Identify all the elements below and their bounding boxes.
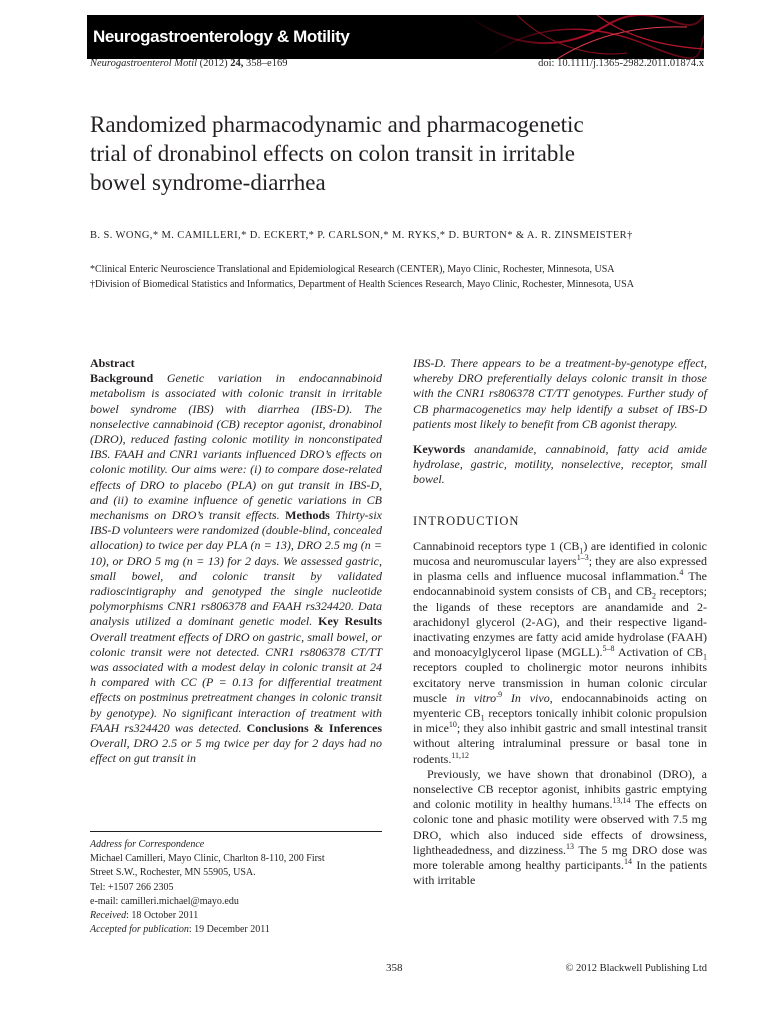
citation-volume: 24,	[230, 58, 244, 69]
keywords-text: anandamide, cannabinoid, fatty acid amide hydrolase, gastric, motility, nonselective, receptor, small bowel.	[413, 442, 708, 487]
title-line: trial of dronabinol effects on colon transit in irritable	[90, 141, 575, 166]
title-line: Randomized pharmacodynamic and pharmacogenetic	[90, 112, 584, 137]
background-text: Genetic variation in endocannabinoid metabolism is associated with colonic transit in irritable bowel syndrome (IBS) with diarrhea (IBS-D). The nonselective cannabinoid (CB) receptor agonist, dronabinol (DRO), reduced fasting colonic motility in nonconstipated IBS. FAAH and CNR1 variants influenced DRO’s effects on colonic motility. Our aims were: (i) to compare dose-related effects of DRO to placebo (PLA) on gut transit in IBS-D, and (ii) to examine influence of genetic variations in CB mechanisms on DRO’s transit effects.	[90, 371, 383, 523]
abstract-body	[90, 371, 382, 766]
citation-year: (2012)	[199, 58, 228, 69]
section-heading-introduction: INTRODUCTION	[413, 513, 520, 528]
title-line: bowel syndrome-diarrhea	[90, 170, 326, 195]
conclusions-text-continued: IBS-D. There appears to be a treatment-by-genotype effect, whereby DRO preferentially delays colonic transit in those with the CNR1 rs806378 CT/TT genotypes. Further study of CB pharmacogenetics may help identify a subset of IBS-D patients most likely to benefit from CB agonist therapy.	[413, 356, 707, 431]
page-number: 358	[386, 962, 403, 974]
citation-journal: Neurogastroenterol Motil	[90, 58, 198, 69]
abstract	[90, 356, 382, 766]
divider	[90, 831, 382, 832]
received-date: Received: 18 October 2011	[90, 910, 199, 922]
accepted-date: Accepted for publication: 19 December 2011	[90, 924, 270, 936]
doi[interactable]: doi: 10.1111/j.1365-2982.2011.01874.x	[538, 58, 704, 69]
conclusions-text-start: Overall, DRO 2.5 or 5 mg twice per day for 2 days had no effect on gut transit in	[90, 736, 382, 766]
correspondence-line: Michael Camilleri, Mayo Clinic, Charlton 8-110, 200 First	[90, 853, 325, 865]
journal-banner	[87, 15, 704, 59]
paragraph: Cannabinoid receptors type 1 $(CB_1)$ are identified in colonic mucosa and neuromuscular layers$^{1-3}$; they are also expressed in plasma cells and influence mucosal inflammation.$^4$ The endocannabinoid system consists of $CB_1$ and $CB_2$ receptors; the ligands of these receptors are anandamide and 2-arachidonyl glycerol (2-AG), and their respective ligand-inactivating enzymes are fatty acid amide hydrolase (FAAH) and monoacylglycerol lipase (MGLL).$^{5-8}$ Activation of $CB_1$ receptors coupled to cholinergic motor neurons inhibits excitatory nerve transmission in human colonic circular muscle in vitro$^{.9}$ In vivo, endocannabinoids acting on myenteric $CB_1$ receptors tonically inhibit colonic propulsion in mice$^{10}$; they also inhibit gastric and small intestinal transit without altering intraluminal pressure or basal tone in rodents.$^{11,12}$	[413, 538, 708, 766]
right-column	[413, 356, 707, 889]
keywords	[413, 442, 707, 488]
correspondence-email[interactable]: e-mail: camilleri.michael@mayo.edu	[90, 895, 239, 907]
journal-name[interactable]: Neurogastroenterology & Motility	[93, 27, 350, 46]
citation	[90, 58, 287, 69]
citation-pages: 358–e169	[246, 58, 288, 69]
methods-label: Methods	[285, 508, 330, 523]
correspondence	[90, 838, 390, 937]
results-label: Key Results	[318, 614, 382, 629]
correspondence-label: Address for Correspondence	[90, 839, 205, 850]
conclusions-label: Conclusions & Inferences	[246, 720, 382, 735]
affiliation: *Clinical Enteric Neuroscience Translational and Epidemiological Research (CENTER), Mayo Clinic, Rochester, Minnesota, USA	[90, 264, 615, 275]
affiliations	[90, 262, 708, 292]
paragraph: Previously, we have shown that dronabinol (DRO), a nonselective CB receptor agonist, inhibits gastric emptying and colonic motility in healthy humans.$^{13,14}$ The effects on colonic tone and phasic motility were observed with 7.5 mg DRO, which also induced side effects of drowsiness, lightheadedness, and dizziness.$^{13}$ The 5 mg DRO dose was more tolerable among healthy participants.$^{14}$ In the patients with irritable	[413, 766, 708, 888]
affiliation: †Division of Biomedical Statistics and Informatics, Department of Health Sciences Research, Mayo Clinic, Rochester, Minnesota, USA	[90, 279, 634, 290]
methods-text: Thirty-six IBS-D volunteers were randomized (double-blind, concealed allocation) to twice per day PLA (n = 13), DRO 2.5 mg (n = 10), or DRO 5 mg (n = 13) for 2 days. We assessed gastric, small bowel, and colonic transit by validated radioscintigraphy and genotyped the single nucleotide polymorphisms CNR1 rs806378 and FAAH rs324420. Data analysis utilized a dominant genetic model.	[90, 508, 383, 629]
copyright: © 2012 Blackwell Publishing Ltd	[565, 963, 707, 974]
keywords-label: Keywords	[413, 442, 465, 457]
introduction-body	[413, 539, 707, 889]
results-text: Overall treatment effects of DRO on gastric, small bowel, or colonic transit were not detected. CNR1 rs806378 CT/TT was associated with a modest delay in colonic transit at 24 h compared with CC (P = 0.13 for differential treatment effects on postminus pretreatment changes in colonic transit by genotype). No significant interaction of treatment with FAAH rs324420 was detected.	[90, 629, 382, 735]
abstract-heading: Abstract	[90, 356, 135, 370]
correspondence-tel: Tel: +1507 266 2305	[90, 881, 174, 893]
background-label: Background	[90, 371, 154, 386]
author-list: B. S. WONG,* M. CAMILLERI,* D. ECKERT,* P. CARLSON,* M. RYKS,* D. BURTON* & A. R. ZINSMEISTER†	[90, 230, 633, 241]
correspondence-line: Street S.W., Rochester, MN 55905, USA.	[90, 867, 256, 879]
article-title	[90, 110, 690, 197]
